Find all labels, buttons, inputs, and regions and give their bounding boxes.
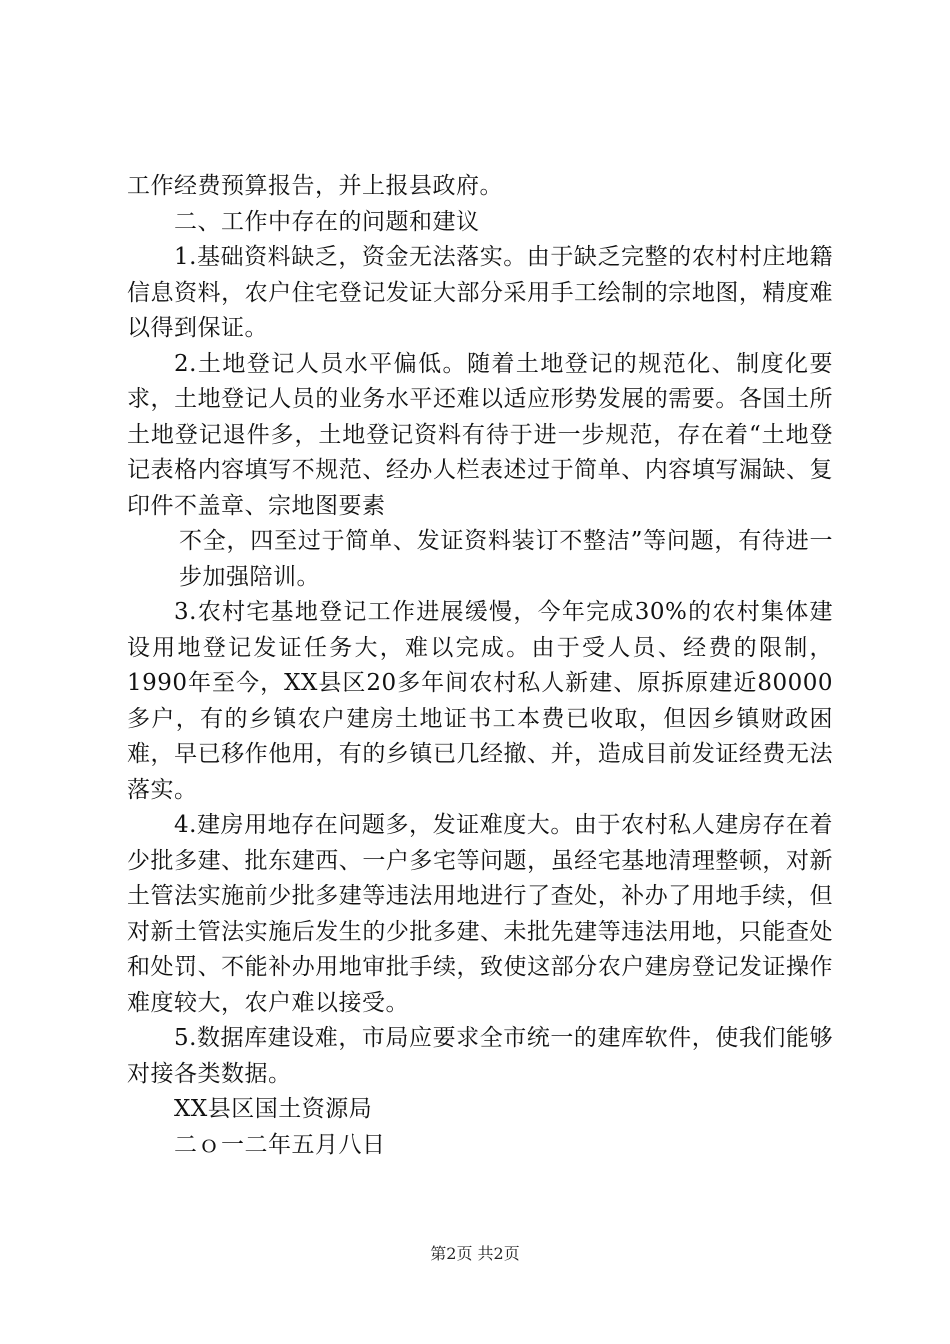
page-number-footer: 第2页 共2页 [430, 1244, 520, 1263]
paragraph-item-4: 4.建房用地存在问题多，发证难度大。由于农村私人建房存在着少批多建、批东建西、一户多宅等问题，虽经宅基地清理整顿，对新土管法实施前少批多建等违法用地进行了查处，补办了用地手续，但对新土管法实施后发生的少批多建、未批先建等违法用地，只能查处和处罚、不能补办用地审批手续，致使这部分农户建房登记发证操作难度较大，农户难以接受。 [127, 812, 833, 1016]
paragraph-item-3: 3.农村宅基地登记工作进展缓慢，今年完成30%的农村集体建设用地登记发证任务大，难以完成。由于受人员、经费的限制，1990年至今，XX县区20多年间农村私人新建、原拆原建近80000多户，有的乡镇农户建房土地证书工本费已收取，但因乡镇财政困难，早已移作他用，有的乡镇已几经撤、并，造成目前发证经费无法落实。 [127, 599, 833, 803]
paragraph-item-5: 5.数据库建设难，市局应要求全市统一的建库软件，使我们能够对接各类数据。 [127, 1025, 833, 1087]
paragraph-item-2: 2.土地登记人员水平偏低。随着土地登记的规范化、制度化要求，土地登记人员的业务水平还难以适应形势发展的需要。各国土所土地登记退件多，土地登记资料有待于进一步规范，存在着“土地登记表格内容填写不规范、经办人栏表述过于简单、内容填写漏缺、复印件不盖章、宗地图要素 [127, 350, 833, 519]
signature-date: 二ｏ一二年五月八日 [174, 1131, 386, 1158]
document-body [127, 169, 833, 1163]
signature-organization: XX县区国土资源局 [174, 1096, 373, 1122]
section-heading-problems: 二、工作中存在的问题和建议 [174, 208, 480, 235]
paragraph-item-2-continued: 不全，四至过于简单、发证资料装订不整洁”等问题，有待进一步加强陪训。 [179, 528, 833, 590]
paragraph-item-1: 1.基础资料缺乏，资金无法落实。由于缺乏完整的农村村庄地籍信息资料，农户住宅登记发证大部分采用手工绘制的宗地图，精度难以得到保证。 [127, 244, 833, 341]
paragraph-budget-report: 工作经费预算报告，并上报县政府。 [127, 173, 503, 199]
